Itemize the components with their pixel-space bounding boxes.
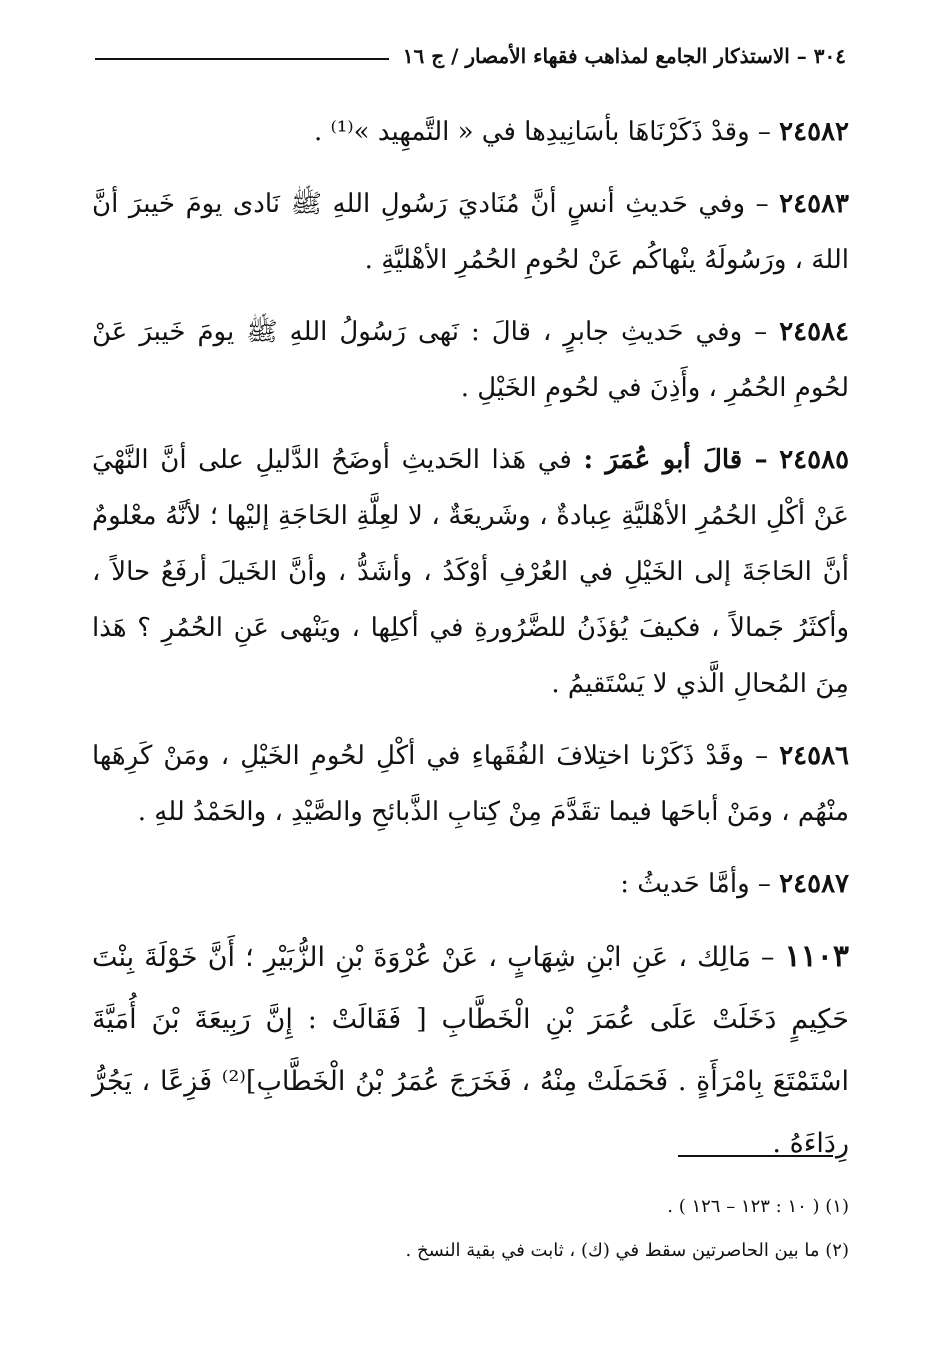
paragraph-24586 <box>92 728 849 840</box>
footnotes <box>92 1185 849 1273</box>
paragraph-number: ٢٤٥٨٢ <box>779 117 849 147</box>
page-header-title: ٣٠٤ – الاستذكار الجامع لمذاهب فقهاء الأمصار / ج ١٦ <box>402 44 846 68</box>
paragraph-text: – وقَدْ ذَكَرْنا اختِلافَ الفُقَهاءِ في أكْلِ لحُومِ الخَيْلِ ، ومَنْ كَرِهَها منْهُم ، ومَنْ أباحَها فيما تقَدَّمَ مِنْ كِتابِ الذَّبائحِ والصَّيْدِ ، والحَمْدُ للهِ . <box>92 741 849 827</box>
hadith-number: ١١٠٣ <box>784 939 849 974</box>
paragraph-text: – وقدْ ذَكَرْنَاهَا بأسَانِيدِها في « التَّمهِيد »⁽¹⁾ . <box>313 117 771 147</box>
hadith-1103 <box>92 926 849 1175</box>
paragraph-text: – وأمَّا حَديثُ : <box>620 869 771 899</box>
paragraph-number: ٢٤٥٨٧ <box>779 869 849 899</box>
main-text <box>92 104 849 1175</box>
paragraph-number: ٢٤٥٨٥ <box>779 445 850 475</box>
paragraph-number: ٢٤٥٨٣ <box>779 189 849 219</box>
paragraph-number: ٢٤٥٨٤ <box>779 317 850 347</box>
paragraph-lead: – قالَ أبو عُمَرَ : <box>583 445 768 475</box>
paragraph-number: ٢٤٥٨٦ <box>779 741 850 771</box>
paragraph-text: – وفي حَديثِ جابرٍ ، قالَ : نَهى رَسُولُ اللهِ ﷺ يومَ خَيبرَ عَنْ لحُومِ الحُمُرِ ، وأَذِنَ في لحُومِ الخَيْلِ . <box>92 317 849 403</box>
paragraph-24584 <box>92 304 849 416</box>
running-header <box>95 36 846 76</box>
footnote-1: (١) ( ١٠ : ١٢٣ – ١٢٦ ) . <box>667 1196 849 1217</box>
paragraph-24587 <box>92 856 849 912</box>
paragraph-24585 <box>92 432 849 712</box>
footnote-2: (٢) ما بين الحاصرتين سقط في (ك) ، ثابت في بقية النسخ . <box>405 1240 849 1261</box>
header-rule <box>95 58 389 60</box>
paragraph-24582 <box>92 104 849 160</box>
paragraph-24583 <box>92 176 849 288</box>
hadith-text: – مَالِك ، عَنِ ابْنِ شِهَابٍ ، عَنْ عُرْوَةَ بْنِ الزُّبَيْرِ ؛ أَنَّ خَوْلَةَ بِنْتَ حَكِيمٍ دَخَلَتْ عَلَى عُمَرَ بْنِ الْخَطَّابِ [ فَقَالَتْ : إِنَّ رَبِيعَةَ بْنَ أُمَيَّةَ اسْتَمْتَعَ بِامْرَأَةٍ . فَحَمَلَتْ مِنْهُ ، فَخَرَجَ عُمَرُ بْنُ الْخَطَّابِ]⁽²⁾ فَزِعًا ، يَجُرُّ رِدَاءَهُ . <box>92 942 850 1159</box>
paragraph-text: في هَذا الحَديثِ أوضَحُ الدَّليلِ على أنَّ النَّهْيَ عَنْ أكْلِ الحُمُرِ الأهْليَّةِ عِبادةٌ ، وشَريعَةٌ ، لا لعِلَّةِ الحَاجَةِ إليْها ؛ لأنَّهُ معْلومٌ أنَّ الحَاجَةَ إلى الخَيْلِ في العُرْفِ أوْكَدُ ، وأشَدُّ ، وأنَّ الخَيلَ أرفَعُ حالاً ، وأكثَرُ جَمالاً ، فكيفَ يُؤذَنُ للضَّرُورةِ في أكلِها ، ويَنْهى عَنِ الحُمُرِ ؟ هَذا مِنَ المُحالِ الَّذي لا يَسْتَقيمُ . <box>92 445 850 699</box>
footnote-separator <box>678 1155 833 1157</box>
paragraph-text: – وفي حَديثِ أنسٍ أنَّ مُنَاديَ رَسُولِ اللهِ ﷺ نَادى يومَ خَيبرَ أنَّ اللهَ ، ورَسُولَهُ ينْهاكُم عَنْ لحُومِ الحُمُرِ الأهْليَّةِ . <box>92 189 849 275</box>
